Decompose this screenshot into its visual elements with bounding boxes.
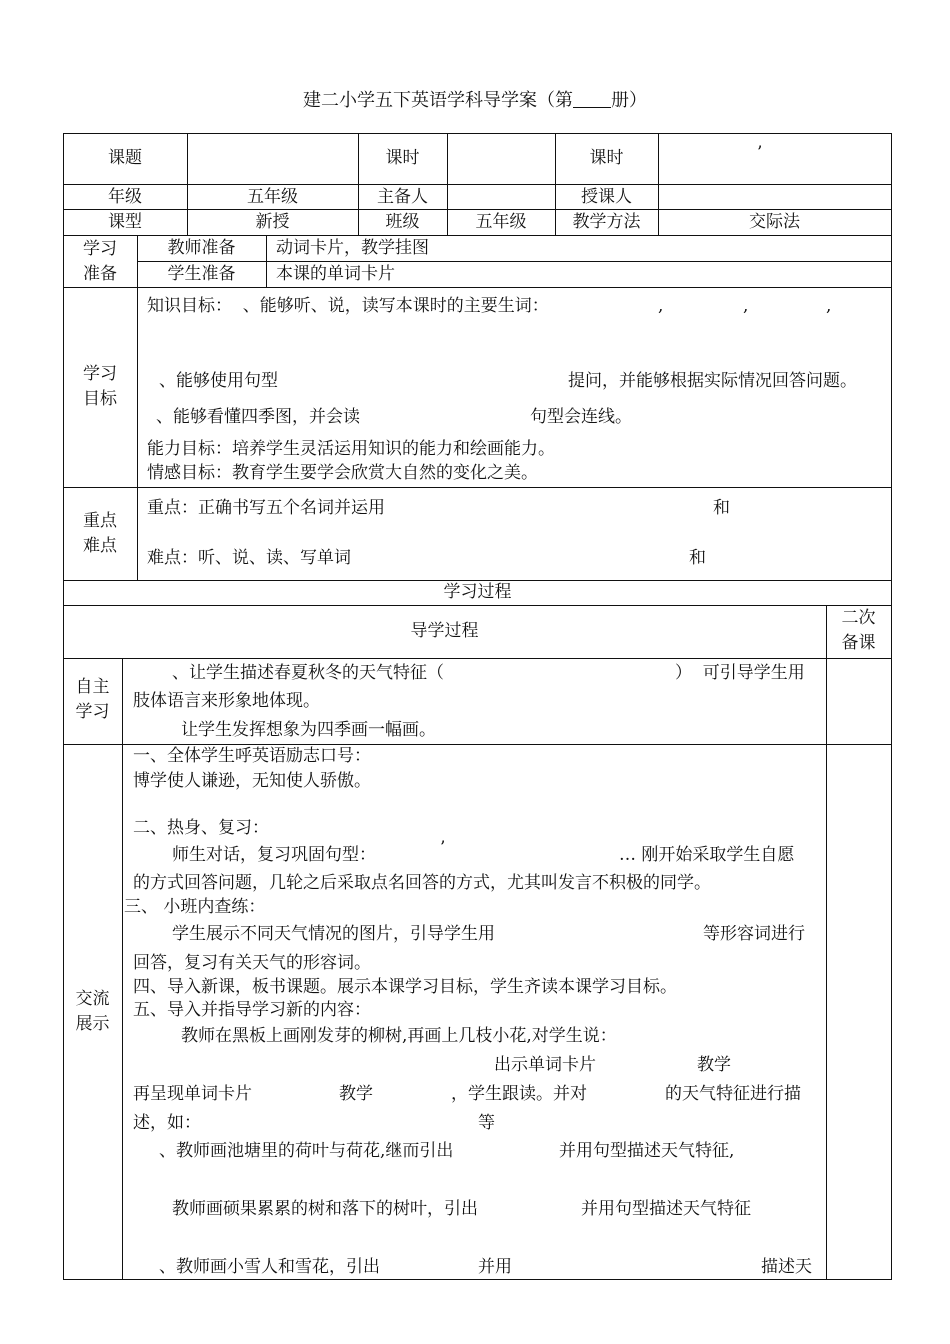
- exchange-line: 、教师画小雪人和雪花，引出: [159, 1257, 380, 1277]
- exchange-line: 博学使人谦逊，无知使人骄傲。: [133, 771, 371, 791]
- grade-label: 年级: [108, 187, 142, 207]
- method-value: 交际法: [749, 212, 800, 232]
- self-study-line-2: 肢体语言来形象地体现。: [133, 691, 320, 711]
- grade-value: 五年级: [247, 187, 298, 207]
- exchange-line: 师生对话，复习巩固句型：: [172, 845, 376, 865]
- key-line-1-and: 和: [713, 498, 730, 518]
- exchange-line: 述，如：: [133, 1113, 201, 1133]
- type-label: 课型: [108, 212, 142, 232]
- teacher-prep-label: 教师准备: [167, 238, 236, 258]
- keti-label: 课题: [108, 148, 142, 168]
- key-label-1: 重点: [83, 511, 117, 531]
- exchange-line: 二、热身、复习：: [133, 818, 269, 838]
- exchange-line: 教学: [339, 1084, 373, 1104]
- row-line: [63, 658, 892, 659]
- row-line: [137, 261, 892, 262]
- process-header: 学习过程: [443, 582, 512, 602]
- exchange-label-2: 展示: [75, 1014, 110, 1034]
- exchange-line: … 刚开始采取学生自愿: [619, 845, 795, 865]
- row-line: [63, 287, 892, 288]
- method-label: 教学方法: [572, 212, 641, 232]
- exchange-line: 教师画硕果累累的树和落下的树叶，引出: [172, 1199, 478, 1219]
- exchange-line: 等: [478, 1113, 495, 1133]
- keshi-label: 课时: [385, 148, 420, 168]
- goals-line-2a: 、能够使用句型: [159, 371, 278, 391]
- goals-line-2b: 提问，并能够根据实际情况回答问题。: [568, 371, 857, 391]
- exchange-line: 、教师画池塘里的荷叶与荷花,继而引出: [159, 1141, 454, 1161]
- guide-header: 导学过程: [410, 621, 479, 641]
- exchange-line: ，学生跟读。并对: [451, 1084, 587, 1104]
- self-study-line-1b: ） 可引导学生用: [675, 663, 805, 683]
- col-line: [826, 605, 827, 1280]
- type-value: 新授: [255, 212, 290, 232]
- exchange-line: 五、导入并指导学习新的内容：: [133, 1000, 371, 1020]
- class-value: 五年级: [475, 212, 527, 232]
- mark: ’: [757, 143, 763, 163]
- goals-label-2: 目标: [83, 389, 117, 409]
- exchange-line: 的天气特征进行描: [665, 1084, 801, 1104]
- goals-label-1: 学习: [83, 364, 117, 384]
- volume-blank: [573, 91, 611, 108]
- exchange-line: 等形容词进行: [703, 924, 805, 944]
- self-study-label-2: 学习: [75, 702, 110, 722]
- row-line: [63, 744, 892, 745]
- exchange-line: 并用句型描述天气特征,: [559, 1141, 735, 1161]
- exchange-line: 回答，复习有关天气的形容词。: [133, 953, 371, 973]
- self-study-line-3: 让学生发挥想象为四季画一幅画。: [181, 720, 436, 740]
- goals-line-3b: 句型会连线。: [530, 407, 632, 427]
- self-study-line-1a: 、让学生描述春夏秋冬的天气特征（: [172, 663, 444, 683]
- exchange-line: 一、全体学生呼英语励志口号：: [133, 746, 371, 766]
- preparer-label: 主备人: [377, 187, 428, 207]
- exchange-line: 的方式回答问题，几轮之后采取点名回答的方式，尤其叫发言不积极的同学。: [133, 873, 711, 893]
- goals-line-1: 知识目标： 、能够听、说，读写本课时的主要生词：: [147, 296, 549, 316]
- exchange-line: 并用句型描述天气特征: [581, 1199, 751, 1219]
- key-label-2: 难点: [83, 536, 117, 556]
- exchange-line: 描述天: [761, 1257, 812, 1277]
- goals-comma: ,: [743, 296, 749, 316]
- exchange-line: 教学: [697, 1055, 731, 1075]
- student-prep-label: 学生准备: [167, 264, 236, 284]
- student-prep-value: 本课的单词卡片: [276, 264, 395, 284]
- second-prep-1: 二次: [841, 608, 876, 628]
- self-study-label-1: 自主: [75, 677, 110, 697]
- exchange-line: 出示单词卡片: [494, 1055, 596, 1075]
- exchange-line: 再呈现单词卡片: [133, 1084, 252, 1104]
- keshi-label-2: 课时: [589, 148, 624, 168]
- goals-line-3a: 、能够看懂四季图，并会读: [156, 407, 360, 427]
- exchange-line: 教师在黑板上画刚发芽的柳树,再画上几枝小花,对学生说：: [181, 1026, 617, 1046]
- goals-comma: ,: [658, 296, 664, 316]
- row-line: [63, 605, 892, 606]
- goals-line-4: 能力目标：培养学生灵活运用知识的能力和绘画能力。: [147, 439, 555, 459]
- key-line-2: 难点：听、说、读、写单词: [147, 548, 351, 568]
- exchange-line: 学生展示不同天气情况的图片，引导学生用: [172, 924, 495, 944]
- col-line: [137, 235, 138, 580]
- table-right-border: [891, 133, 892, 1280]
- page-title: 建二小学五下英语学科导学案（第 册）: [303, 90, 647, 111]
- prep-label-1: 学习: [83, 239, 117, 259]
- row-line: [63, 235, 892, 236]
- class-label: 班级: [385, 212, 420, 232]
- row-line: [63, 487, 892, 488]
- second-prep-2: 备课: [841, 633, 876, 653]
- teacher-label: 授课人: [581, 187, 632, 207]
- key-line-2-and: 和: [689, 548, 706, 568]
- exchange-label-1: 交流: [75, 989, 110, 1009]
- exchange-line: 四、导入新课，板书课题。展示本课学习目标，学生齐读本课学习目标。: [133, 977, 677, 997]
- col-line: [122, 658, 123, 1280]
- exchange-line: 三、 小班内查练：: [124, 897, 266, 917]
- teacher-prep-value: 动词卡片，教学挂图: [276, 238, 429, 258]
- prep-label-2: 准备: [83, 264, 117, 284]
- col-line: [266, 235, 267, 287]
- exchange-line: ’: [440, 838, 446, 858]
- goals-comma: ,: [826, 296, 832, 316]
- key-line-1: 重点：正确书写五个名词并运用: [147, 498, 385, 518]
- goals-line-5: 情感目标：教育学生要学会欣赏大自然的变化之美。: [147, 463, 538, 483]
- exchange-line: 并用: [478, 1257, 512, 1277]
- row-line: [63, 580, 892, 581]
- table-bottom-border: [63, 1279, 892, 1280]
